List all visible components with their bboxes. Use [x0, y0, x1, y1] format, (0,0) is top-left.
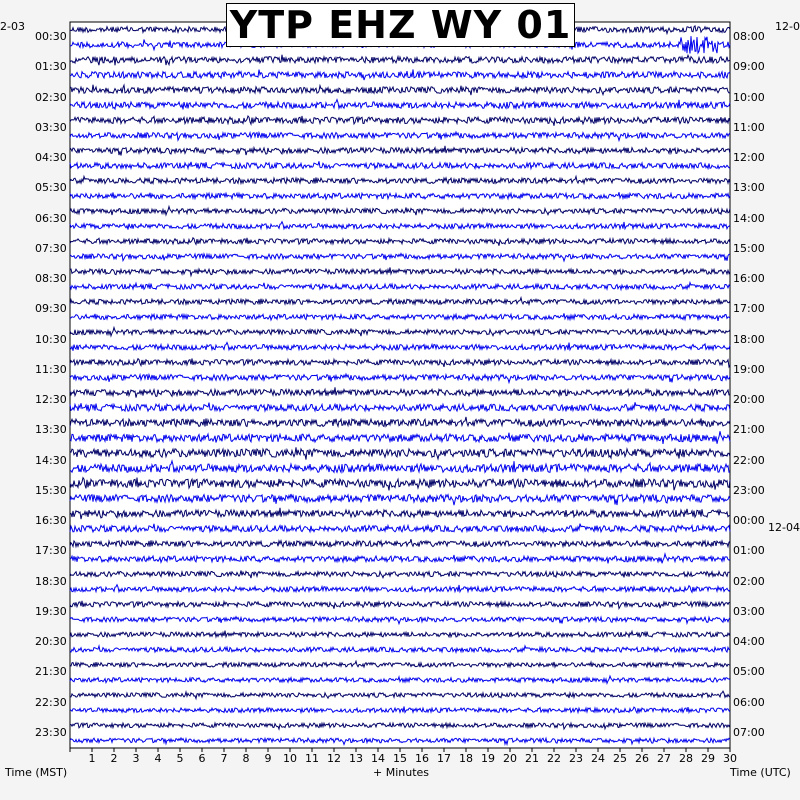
right-time-label: 23:00 [733, 483, 765, 497]
left-axis-label: Time (MST) [5, 766, 68, 779]
left-time-label: 10:30 [35, 332, 67, 346]
left-time-label: 01:30 [35, 60, 67, 74]
date-change-right: 12-04 [768, 521, 800, 534]
x-tick-label: 23 [569, 752, 583, 765]
x-tick-label: 12 [327, 752, 341, 765]
left-time-label: 07:30 [35, 241, 67, 255]
start-date-left: 2-03 [0, 20, 25, 33]
left-time-label: 03:30 [35, 120, 67, 134]
left-time-label: 05:30 [35, 181, 67, 195]
x-tick-label: 9 [264, 752, 272, 765]
x-tick-label: 27 [657, 752, 671, 765]
x-tick-label: 21 [525, 752, 539, 765]
right-time-label: 12:00 [733, 151, 765, 165]
chart-title-box [226, 3, 575, 47]
chart-title: YTP EHZ WY 01 [229, 3, 572, 47]
x-tick-label: 5 [176, 752, 184, 765]
left-time-label: 11:30 [35, 362, 67, 376]
right-time-label: 21:00 [733, 423, 765, 437]
left-time-label: 14:30 [35, 453, 67, 467]
right-time-label: 20:00 [733, 393, 765, 407]
x-tick-label: 16 [415, 752, 429, 765]
x-tick-label: 18 [459, 752, 473, 765]
right-time-label: 05:00 [733, 665, 765, 679]
x-tick-label: 6 [198, 752, 206, 765]
left-time-label: 23:30 [35, 725, 67, 739]
right-time-label: 00:00 [733, 514, 765, 528]
x-tick-label: 3 [132, 752, 140, 765]
left-time-label: 09:30 [35, 302, 67, 316]
x-tick-label: 29 [701, 752, 715, 765]
x-tick-label: 7 [220, 752, 228, 765]
right-time-label: 07:00 [733, 725, 765, 739]
right-time-label: 17:00 [733, 302, 765, 316]
left-time-label: 06:30 [35, 211, 67, 225]
x-tick-label: 24 [591, 752, 605, 765]
x-tick-label: 30 [723, 752, 737, 765]
x-tick-label: 17 [437, 752, 451, 765]
left-time-label: 04:30 [35, 151, 67, 165]
right-time-label: 18:00 [733, 332, 765, 346]
x-tick-label: 4 [154, 752, 162, 765]
right-time-label: 11:00 [733, 120, 765, 134]
right-time-label: 10:00 [733, 90, 765, 104]
right-time-label: 15:00 [733, 241, 765, 255]
x-axis-label: + Minutes [373, 766, 430, 779]
left-time-label: 18:30 [35, 574, 67, 588]
x-tick-label: 15 [393, 752, 407, 765]
x-tick-label: 25 [613, 752, 627, 765]
left-time-label: 19:30 [35, 604, 67, 618]
right-time-label: 06:00 [733, 695, 765, 709]
x-tick-label: 2 [110, 752, 118, 765]
left-time-label: 22:30 [35, 695, 67, 709]
x-tick-label: 1 [88, 752, 96, 765]
left-time-label: 00:30 [35, 30, 67, 44]
x-tick-label: 10 [283, 752, 297, 765]
x-tick-label: 11 [305, 752, 319, 765]
right-time-label: 03:00 [733, 604, 765, 618]
left-time-label: 02:30 [35, 90, 67, 104]
x-tick-label: 20 [503, 752, 517, 765]
x-tick-label: 26 [635, 752, 649, 765]
left-time-label: 15:30 [35, 483, 67, 497]
right-time-label: 16:00 [733, 272, 765, 286]
right-time-label: 09:00 [733, 60, 765, 74]
left-time-label: 20:30 [35, 635, 67, 649]
right-axis-label: Time (UTC) [730, 766, 791, 779]
start-date-right: 12-0 [775, 20, 800, 33]
plot-frame [70, 22, 730, 748]
x-tick-label: 14 [371, 752, 385, 765]
right-time-label: 01:00 [733, 544, 765, 558]
x-tick-label: 28 [679, 752, 693, 765]
x-tick-label: 19 [481, 752, 495, 765]
right-time-label: 14:00 [733, 211, 765, 225]
right-time-label: 13:00 [733, 181, 765, 195]
x-tick-label: 22 [547, 752, 561, 765]
x-tick-label: 13 [349, 752, 363, 765]
x-tick-label: 8 [242, 752, 250, 765]
left-time-label: 17:30 [35, 544, 67, 558]
right-time-label: 08:00 [733, 30, 765, 44]
right-time-label: 02:00 [733, 574, 765, 588]
left-time-label: 21:30 [35, 665, 67, 679]
left-time-label: 12:30 [35, 393, 67, 407]
right-time-label: 04:00 [733, 635, 765, 649]
right-time-label: 19:00 [733, 362, 765, 376]
left-time-label: 08:30 [35, 272, 67, 286]
left-time-label: 16:30 [35, 514, 67, 528]
right-time-label: 22:00 [733, 453, 765, 467]
left-time-label: 13:30 [35, 423, 67, 437]
